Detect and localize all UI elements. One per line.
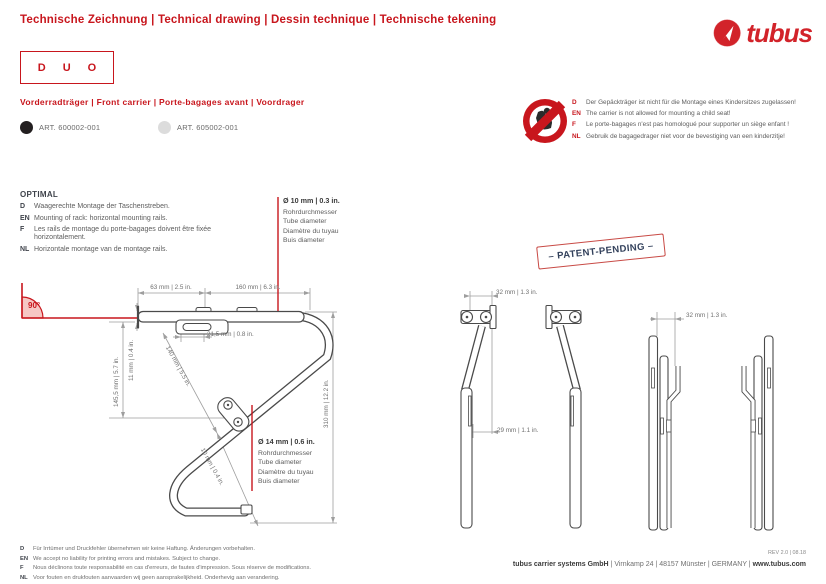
note-text: Horizontale montage van de montage rails. (34, 245, 168, 253)
model-name: DUO (37, 61, 114, 74)
dim-label-11mm: 11 mm | 0.4 in. (128, 339, 135, 381)
article-number: ART. 605002-001 (177, 123, 239, 132)
disclaimer-text: Nous déclinons toute responsabilité en cas d'erreurs, de fautes d'impression. Sous réserve de modifications. (33, 565, 312, 572)
dim-label-32mm-rear: 32 mm | 1.3 in. (686, 312, 728, 319)
lang-tag: D (572, 99, 577, 106)
dim-label-32mm-front: 32 mm | 1.3 in. (496, 289, 538, 296)
dim-label-21-5mm: 21,5 mm | 0.8 in. (207, 331, 254, 338)
model-badge (20, 51, 114, 84)
front-view-drawing (461, 306, 581, 529)
product-subtitle: Vorderradträger | Front carrier | Porte-bagages avant | Voordrager (20, 97, 305, 107)
warning-line (572, 133, 824, 141)
lang-tag: F (20, 565, 24, 572)
tube-diameter-note-10mm (283, 196, 340, 246)
note-line (20, 215, 235, 223)
disclaimer-text: Für Irrtümer und Druckfehler übernehmen wir keine Haftung. Änderungen vorbehalten. (33, 546, 256, 552)
tube-note-line: Diamètre du tuyau (258, 468, 314, 476)
tube-diameter-value: Ø 14 mm | 0.6 in. (258, 437, 315, 446)
warning-line (572, 121, 824, 129)
color-variant-dot-silver (158, 121, 171, 134)
warning-text: Der Gepäckträger ist nicht für die Montage eines Kindersitzes zugelassen! (586, 99, 796, 106)
note-text: Waagerechte Montage der Taschenstreben. (34, 203, 170, 210)
tubus-logo (712, 13, 812, 53)
lang-tag: EN (20, 555, 29, 562)
disclaimer-line (20, 555, 311, 565)
tube-note-line: Tube diameter (258, 459, 302, 467)
article-number: ART. 600002-001 (39, 123, 101, 132)
lang-tag: F (20, 226, 25, 234)
website-link[interactable]: www.tubus.com (752, 561, 806, 568)
dim-label-29mm: 29 mm | 1.1 in. (497, 427, 539, 434)
note-line (20, 246, 235, 254)
dim-label-63mm: 63 mm | 2.5 in. (150, 284, 192, 291)
optimal-title: OPTIMAL (20, 190, 59, 199)
tube-note-line: Diamètre du tuyau (283, 227, 339, 235)
tube-note-line: Tube diameter (283, 218, 327, 226)
color-variant-dot-black (20, 121, 33, 134)
lang-tag: EN (20, 214, 30, 222)
logo-wordmark: tubus (746, 17, 812, 48)
note-text: Les rails de montage du porte-bagages doivent être fixée horizontalement. (34, 226, 212, 242)
warning-text: Le porte-bagages n'est pas homologué pour supporter un siège enfant ! (586, 121, 790, 129)
company-address-line (513, 561, 806, 568)
tube-note-line: Buis diameter (258, 478, 300, 486)
dim-label-160mm: 160 mm | 6.3 in. (235, 284, 281, 291)
lang-tag: NL (20, 574, 28, 581)
note-line (20, 203, 235, 211)
disclaimer-text: Voor fouten en drukfouten aanvaarden wij geen aansprakelijkheid. Onderhevig aan verandering. (33, 574, 280, 581)
logo-arrow-icon (712, 14, 742, 52)
dim-label-145-5mm: 145,5 mm | 5.7 in. (113, 356, 120, 407)
lang-tag: NL (572, 132, 581, 140)
warning-text: Gebruik de bagagedrager niet voor de bevestiging van een kinderzitje! (586, 132, 785, 140)
angle-label: 90° (28, 301, 41, 310)
dim-label-310mm: 310 mm | 12.2 in. (323, 379, 330, 428)
note-text: Mounting of rack: horizontal mounting rails. (34, 214, 168, 222)
footer-disclaimers (20, 545, 311, 583)
lang-tag: D (20, 203, 26, 210)
article-item (20, 121, 100, 134)
optimal-mounting-note (20, 190, 235, 258)
tube-note-line: Rohrdurchmesser (283, 208, 338, 216)
lang-tag: D (20, 546, 25, 552)
lang-tag: EN (572, 110, 581, 118)
tube-diameter-note-14mm (258, 437, 315, 487)
tube-note-line: Rohrdurchmesser (258, 449, 313, 457)
disclaimer-line (20, 564, 311, 574)
dim-label-10mm: 10 mm | 0.4 in. (198, 447, 226, 487)
warning-text: The carrier is not allowed for mounting a child seat! (586, 110, 731, 118)
company-name: tubus carrier systems GmbH (512, 561, 609, 568)
page-title: Technische Zeichnung | Technical drawing | Dessin technique | Technische tekening (20, 14, 497, 26)
revision-label: REV 2.0 | 08.18 (768, 550, 806, 556)
tube-diameter-value: Ø 10 mm | 0.3 in. (283, 196, 340, 205)
warning-line (572, 99, 824, 107)
tube-note-line: Buis diameter (283, 237, 325, 245)
no-child-seat-icon (522, 98, 568, 144)
disclaimer-line (20, 574, 311, 584)
lang-tag: F (572, 121, 576, 129)
disclaimer-text: We accept no liability for printing errors and mistakes. Subject to change. (33, 555, 221, 562)
child-seat-warning (572, 99, 824, 144)
lang-tag: NL (20, 245, 30, 253)
article-item (158, 121, 238, 134)
note-line (20, 226, 235, 242)
warning-line (572, 110, 824, 118)
disclaimer-line (20, 545, 311, 555)
company-address: | Virnkamp 24 | 48157 Münster | GERMANY | (608, 561, 753, 568)
dim-label-140mm: 140 mm | 5.5 in. (163, 345, 192, 388)
patent-pending-stamp: – PATENT-PENDING – (536, 233, 666, 269)
rear-view-drawing (649, 336, 773, 530)
